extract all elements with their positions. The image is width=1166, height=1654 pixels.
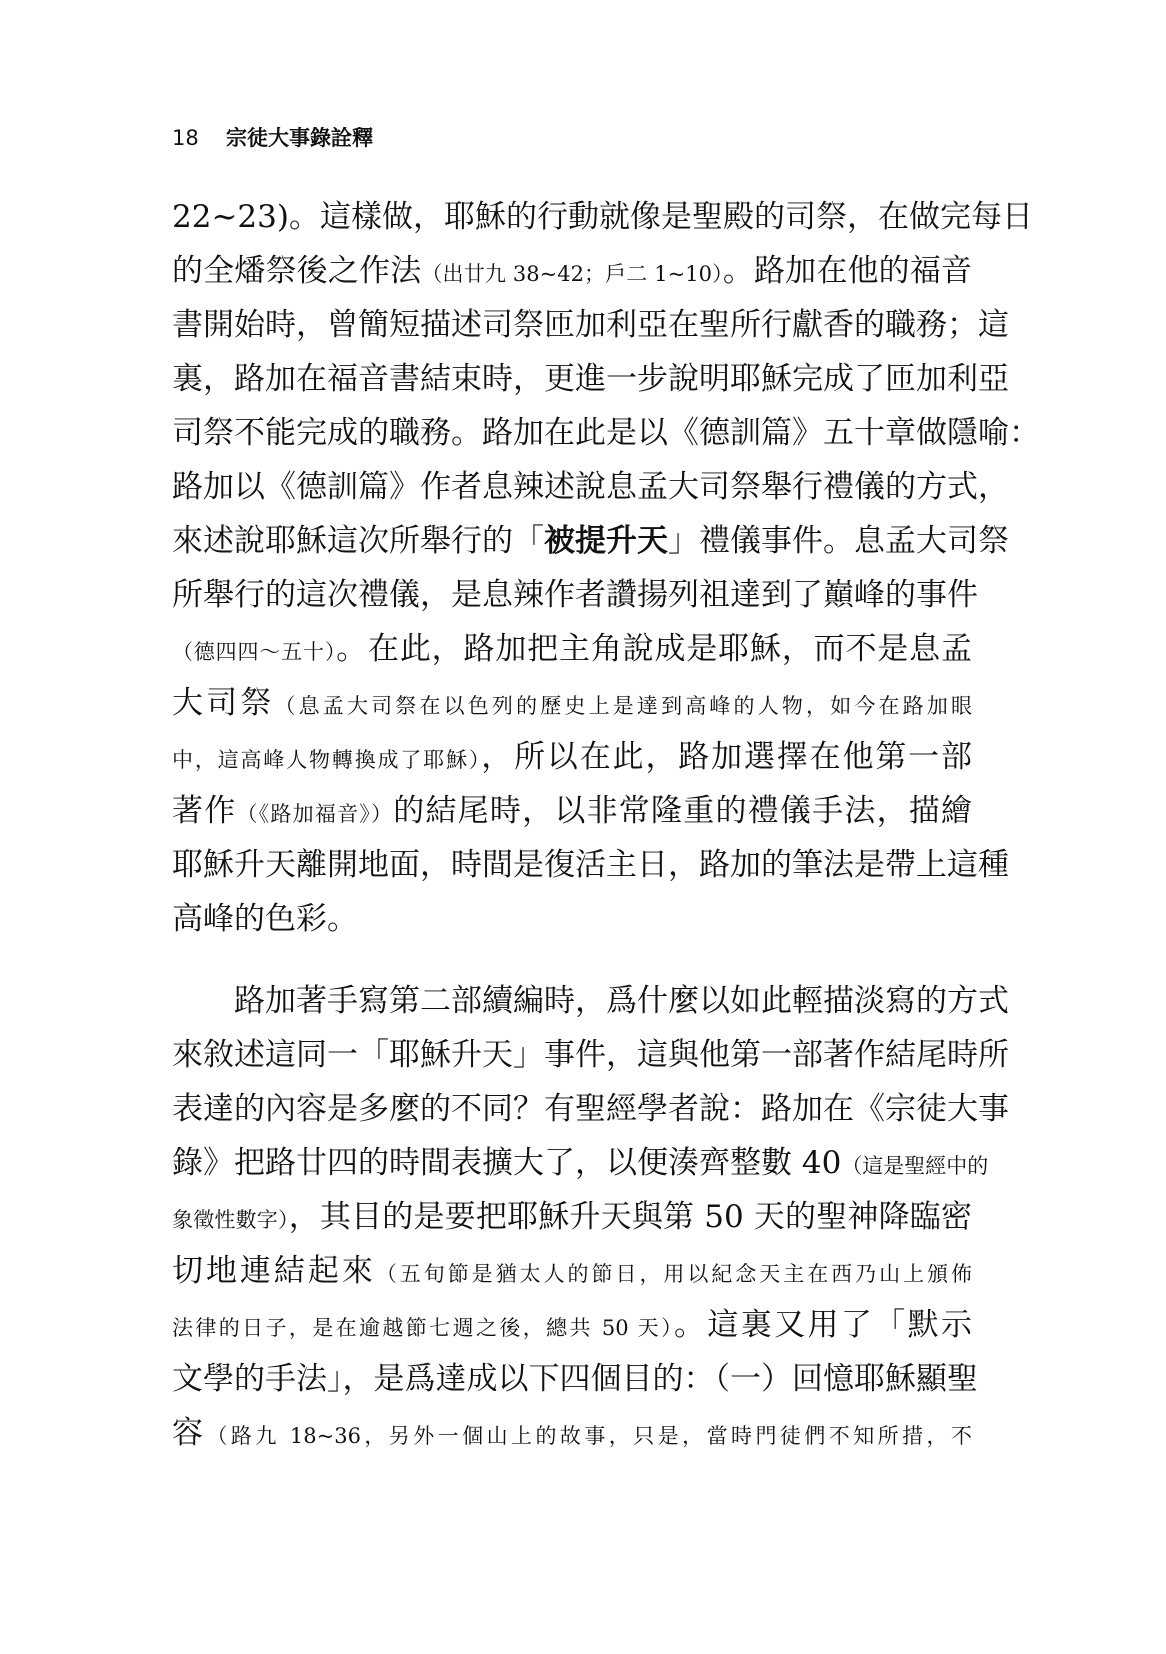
text-line — [172, 1352, 978, 1406]
running-header — [172, 122, 373, 152]
text-span: 來述說耶穌這次所舉行的「 — [172, 523, 544, 559]
text-line — [172, 298, 1009, 352]
citation: 象徵性數字） — [172, 1208, 289, 1232]
text-span: 路加著手寫第二部續編時，爲什麼以如此輕描淡寫的方式 — [234, 983, 1009, 1019]
text-span: 大司祭 — [172, 685, 275, 721]
text-line — [172, 730, 972, 784]
text-line — [172, 676, 972, 730]
text-span: 路加以《德訓篇》作者息辣述說息孟大司祭舉行禮儀的方式， — [172, 469, 1009, 505]
text-line — [172, 1298, 972, 1352]
book-title: 宗徒大事錄詮釋 — [226, 126, 374, 150]
text-span: 著作 — [172, 793, 237, 829]
text-span: 。在此，路加把主角說成是耶穌，而不是息孟 — [336, 631, 973, 667]
text-line — [172, 1406, 972, 1460]
text-span: 耶穌升天離開地面，時間是復活主日，路加的筆法是帶上這種 — [172, 847, 1009, 883]
text-span: 22~23)。這樣做，耶穌的行動就像是聖殿的司祭，在做完每日 — [172, 199, 1033, 235]
body-text — [172, 190, 1040, 1460]
citation: （德四四～五十） — [172, 640, 337, 664]
text-line — [172, 460, 1009, 514]
citation: （這是聖經中的 — [841, 1154, 989, 1178]
text-line — [172, 784, 972, 838]
text-line — [172, 838, 1009, 892]
text-line — [172, 1190, 972, 1244]
text-span: 來敘述這同一「耶穌升天」事件，這與他第一部著作結尾時所 — [172, 1037, 1009, 1073]
text-span: 書開始時，曾簡短描述司祭匝加利亞在聖所行獻香的職務；這 — [172, 307, 1009, 343]
text-span: 裏，路加在福音書結束時，更進一步說明耶穌完成了匝加利亞 — [172, 361, 1009, 397]
text-line — [172, 892, 972, 946]
text-span: 的結尾時，以非常隆重的禮儀手法，描繪 — [393, 793, 973, 829]
emphasis-text: 被提升天 — [544, 523, 668, 559]
page-number: 18 — [172, 126, 199, 150]
text-line — [172, 1136, 989, 1190]
citation: （五旬節是猶太人的節日，用以紀念天主在西乃山上頒佈 — [375, 1262, 973, 1286]
text-span: ，所以在此，路加選擇在他第一部 — [481, 739, 972, 775]
text-span: 錄》把路廿四的時間表擴大了，以便湊齊整數 40 — [172, 1145, 842, 1181]
text-span: 文學的手法」，是爲達成以下四個目的：（一）回憶耶穌顯聖 — [172, 1361, 978, 1397]
text-line — [172, 514, 1009, 568]
text-span: 所舉行的這次禮儀，是息辣作者讚揚列祖達到了巔峰的事件 — [172, 577, 978, 613]
text-line — [172, 244, 972, 298]
text-span: 的全燔祭後之作法 — [172, 253, 422, 289]
text-line — [172, 974, 1009, 1028]
citation: （息孟大司祭在以色列的歷史上是達到高峰的人物，如今在路加眼 — [274, 694, 972, 718]
text-line — [172, 1244, 972, 1298]
text-span: 司祭不能完成的職務。路加在此是以《德訓篇》五十章做隱喻： — [172, 415, 1040, 451]
text-line — [172, 1082, 1009, 1136]
text-line — [172, 190, 1033, 244]
text-span: 」禮儀事件。息孟大司祭 — [668, 523, 1009, 559]
text-line — [172, 568, 978, 622]
text-span: 切地連結起來 — [172, 1253, 376, 1289]
citation: 中，這高峰人物轉換成了耶穌） — [172, 748, 482, 772]
text-line — [172, 406, 1040, 460]
text-line — [172, 1028, 1009, 1082]
citation: （出廿九 38~42；戶二 1~10） — [421, 262, 723, 286]
text-span: 容 — [172, 1415, 207, 1451]
text-span: 。路加在他的福音 — [722, 253, 973, 289]
text-span: ，其目的是要把耶穌升天與第 50 天的聖神降臨密 — [288, 1199, 972, 1235]
citation: （《路加福音》） — [236, 802, 394, 826]
text-span: 表達的內容是多麼的不同？有聖經學者說：路加在《宗徒大事 — [172, 1091, 1009, 1127]
text-span: 。這裏又用了「默示 — [673, 1307, 972, 1343]
citation: 法律的日子，是在逾越節七週之後，總共 50 天） — [172, 1316, 674, 1340]
citation: （路九 18~36，另外一個山上的故事，只是，當時門徒們不知所措，不 — [206, 1424, 973, 1448]
text-line — [172, 622, 972, 676]
paragraph-gap — [172, 946, 972, 974]
text-span: 高峰的色彩。 — [172, 901, 358, 937]
text-line — [172, 352, 1009, 406]
